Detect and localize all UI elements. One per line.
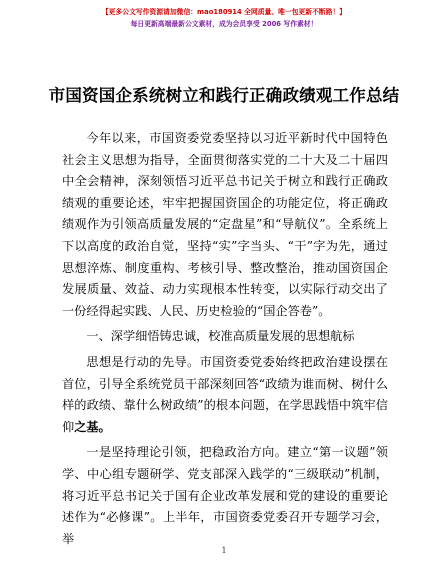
body-paragraph-3: 一是坚持理论引领，把稳政治方向。建立“第一议题”领学、中心组专题研学、党支部深入践学的“三级联动”机制，将习近平总书记关于国有企业改革发展和党的建设的重要论述作为“必修课”。上半年，市国资委党委召开专题学习会，举 xyxy=(62,445,388,546)
body-paragraph-2-bold: 之基。 xyxy=(74,419,111,434)
intro-paragraph: 今年以来，市国资委党委坚持以习近平新时代中国特色社会主义思想为指导，全面贯彻落实党的二十大及二十届四中全会精神，深刻领悟习近平总书记关于树立和践行正确政绩观的重要论述，牢牢把握国资国企的功能定位，将正确政绩观作为引领高质量发展的“定盘星”和“导航仪”。全系统上下以高度的政治自觉，坚持“实”字当头、“干”字为先，通过思想淬炼、制度重构、考核引导、整改整治，推动国资国企发展质量、效益、动力实现根本性转变，以实际行动交出了一份经得起实践、人民、历史检验的“国企答卷”。 xyxy=(62,131,388,318)
header-banner xyxy=(0,6,448,30)
document-body xyxy=(62,128,388,550)
body-paragraph-2-text: 思想是行动的先导。市国资委党委始终把政治建设摆在首位，引导全系统党员干部深刻回答“政绩为谁而树、树什么样的政绩、靠什么树政绩”的根本问题，在学思践悟中筑牢信仰 xyxy=(62,354,388,434)
banner-subscribe-line: 每日更新高端最新公文素材，成为会员享受 2006 写作素材！ xyxy=(130,20,318,28)
section-heading-1: 一、深学细悟铸忠诚，校准高质量发展的思想航标 xyxy=(86,329,355,344)
body-paragraph-2 xyxy=(62,352,388,438)
banner-promo-line: 【更多公文写作资源请加微信：mao180914 全网质量、唯一包更新不断路！】 xyxy=(101,8,347,16)
page-number: 1 xyxy=(221,546,227,555)
document-title: 市国资国企系统树立和践行正确政绩观工作总结 xyxy=(48,86,400,105)
